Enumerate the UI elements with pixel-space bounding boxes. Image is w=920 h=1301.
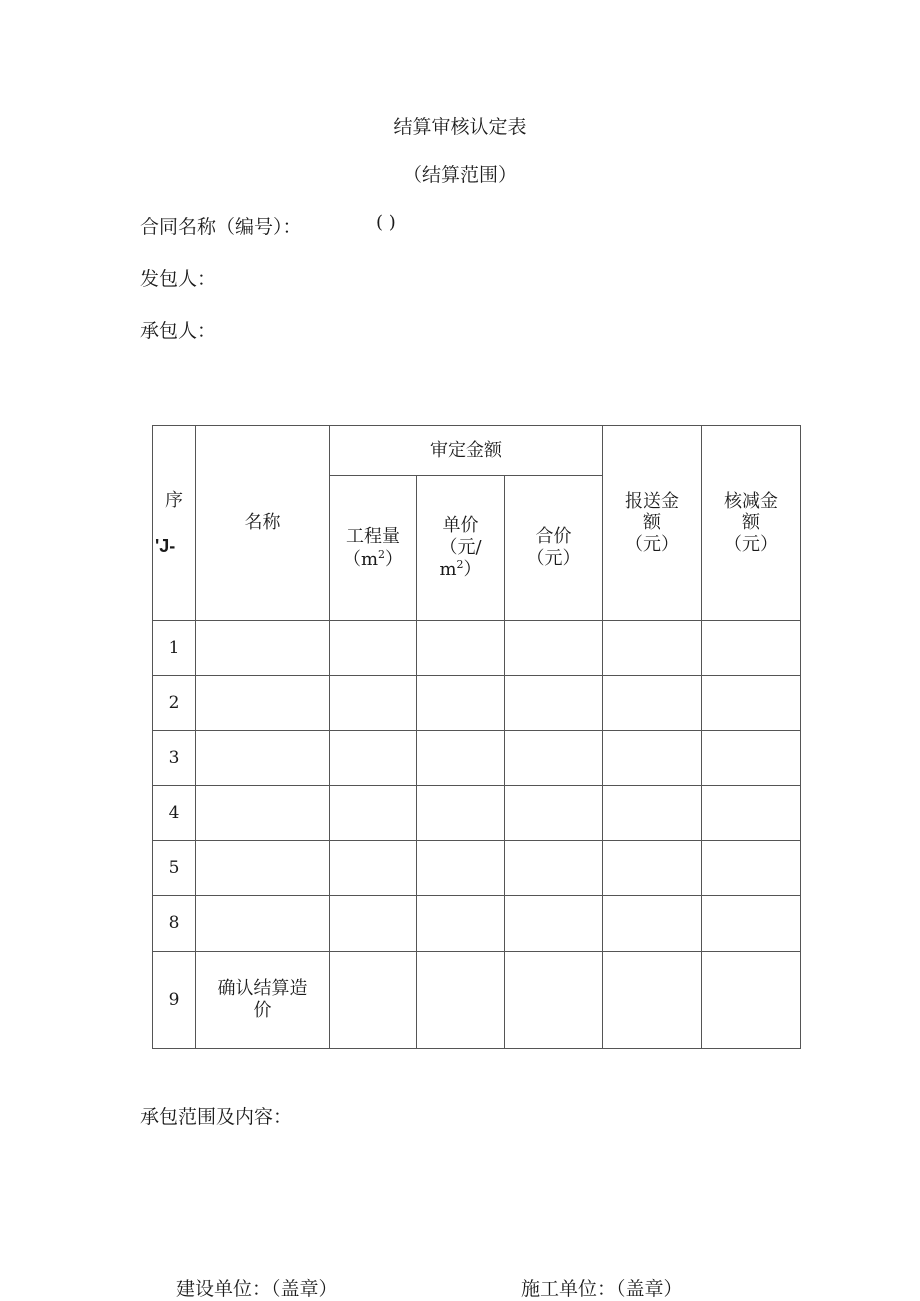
row-cell xyxy=(702,676,801,731)
row-cell xyxy=(330,786,417,841)
row-cell xyxy=(330,841,417,896)
header-reduced-amount xyxy=(702,426,801,621)
row-number: 5 xyxy=(153,841,196,896)
header-submitted-amount xyxy=(603,426,702,621)
row-cell xyxy=(417,621,505,676)
header-quantity xyxy=(330,476,417,621)
row-cell xyxy=(702,841,801,896)
row-name xyxy=(196,621,330,676)
confirmed-price-line1: 确认结算造 xyxy=(217,978,308,1000)
row-name xyxy=(196,731,330,786)
issuer-label: 发包人： xyxy=(140,268,217,290)
row-cell xyxy=(505,896,603,952)
header-seq-bottom: 'J- xyxy=(155,536,176,556)
header-seq xyxy=(153,426,196,621)
row-cell xyxy=(417,786,505,841)
contract-number-blank: ( ) xyxy=(376,212,396,233)
table-row xyxy=(153,786,801,841)
row-cell xyxy=(702,621,801,676)
page-subtitle: （结算范围） xyxy=(402,164,517,186)
row-cell xyxy=(417,676,505,731)
row-cell xyxy=(603,676,702,731)
row-cell xyxy=(505,952,603,1049)
header-quantity-line1: 工程量 xyxy=(346,525,400,547)
header-unit-price-sup: 2 xyxy=(456,558,464,572)
row-name-confirmed-price xyxy=(196,952,330,1049)
row-cell xyxy=(330,676,417,731)
row-cell xyxy=(330,896,417,952)
row-cell xyxy=(702,786,801,841)
table-row xyxy=(153,676,801,731)
row-cell xyxy=(505,731,603,786)
table-row xyxy=(153,896,801,952)
header-submitted-line1: 报送金 xyxy=(625,490,679,512)
header-unit-price-close: ） xyxy=(463,559,482,581)
table-row xyxy=(153,621,801,676)
row-cell xyxy=(603,896,702,952)
confirmed-price-line2: 价 xyxy=(253,1000,272,1021)
row-name xyxy=(196,786,330,841)
row-cell xyxy=(505,621,603,676)
scope-label: 承包范围及内容： xyxy=(140,1106,293,1128)
header-reduced-line2: 额 xyxy=(742,512,760,534)
row-cell xyxy=(702,731,801,786)
row-number: 2 xyxy=(153,676,196,731)
signature-builder: 建设单位：（盖章） xyxy=(176,1278,338,1300)
header-quantity-unit-open: （m xyxy=(342,548,379,570)
row-cell xyxy=(417,841,505,896)
row-number: 9 xyxy=(153,952,196,1049)
row-cell xyxy=(417,952,505,1049)
row-number: 8 xyxy=(153,896,196,952)
row-number: 1 xyxy=(153,621,196,676)
header-seq-top: 序 xyxy=(165,490,183,511)
row-cell xyxy=(417,896,505,952)
header-name xyxy=(196,426,330,621)
row-cell xyxy=(603,841,702,896)
header-total-line1: 合价 xyxy=(535,526,572,548)
header-approved-amount xyxy=(330,426,603,476)
settlement-table xyxy=(152,425,801,1049)
row-cell xyxy=(330,621,417,676)
header-approved-amount-text: 审定金额 xyxy=(430,439,502,461)
row-cell xyxy=(505,676,603,731)
row-cell xyxy=(702,896,801,952)
header-total-line2: （元） xyxy=(526,548,581,569)
header-unit-price-line3 xyxy=(417,558,504,581)
row-number: 3 xyxy=(153,731,196,786)
table-row xyxy=(153,841,801,896)
row-cell xyxy=(505,786,603,841)
header-quantity-unit xyxy=(330,548,416,571)
header-reduced-line3: （元） xyxy=(724,533,778,555)
signature-contractor: 施工单位：（盖章） xyxy=(521,1278,683,1300)
header-quantity-sup: 2 xyxy=(378,547,386,561)
header-submitted-line3: （元） xyxy=(625,533,679,555)
row-cell xyxy=(603,731,702,786)
row-cell xyxy=(702,952,801,1049)
row-cell xyxy=(330,731,417,786)
row-cell xyxy=(505,841,603,896)
table-row xyxy=(153,731,801,786)
page-title: 结算审核认定表 xyxy=(393,116,527,138)
contract-name-label: 合同名称（编号）： xyxy=(140,216,302,238)
header-name-text: 名称 xyxy=(244,512,281,534)
table-row-final xyxy=(153,952,801,1049)
row-number: 4 xyxy=(153,786,196,841)
row-cell xyxy=(603,952,702,1049)
header-submitted-line2: 额 xyxy=(643,512,661,534)
row-cell xyxy=(603,621,702,676)
header-reduced-line1: 核减金 xyxy=(724,490,778,512)
header-unit-price-line1: 单价 xyxy=(442,515,479,537)
row-name xyxy=(196,841,330,896)
row-name xyxy=(196,676,330,731)
row-cell xyxy=(603,786,702,841)
header-unit-price xyxy=(417,476,505,621)
header-unit-price-m: m xyxy=(439,559,457,581)
row-cell xyxy=(330,952,417,1049)
header-unit-price-line2: （元/ xyxy=(439,536,482,558)
contractor-label: 承包人： xyxy=(140,320,217,342)
header-quantity-close: ） xyxy=(385,548,404,570)
row-name xyxy=(196,896,330,952)
header-total xyxy=(505,476,603,621)
row-cell xyxy=(417,731,505,786)
